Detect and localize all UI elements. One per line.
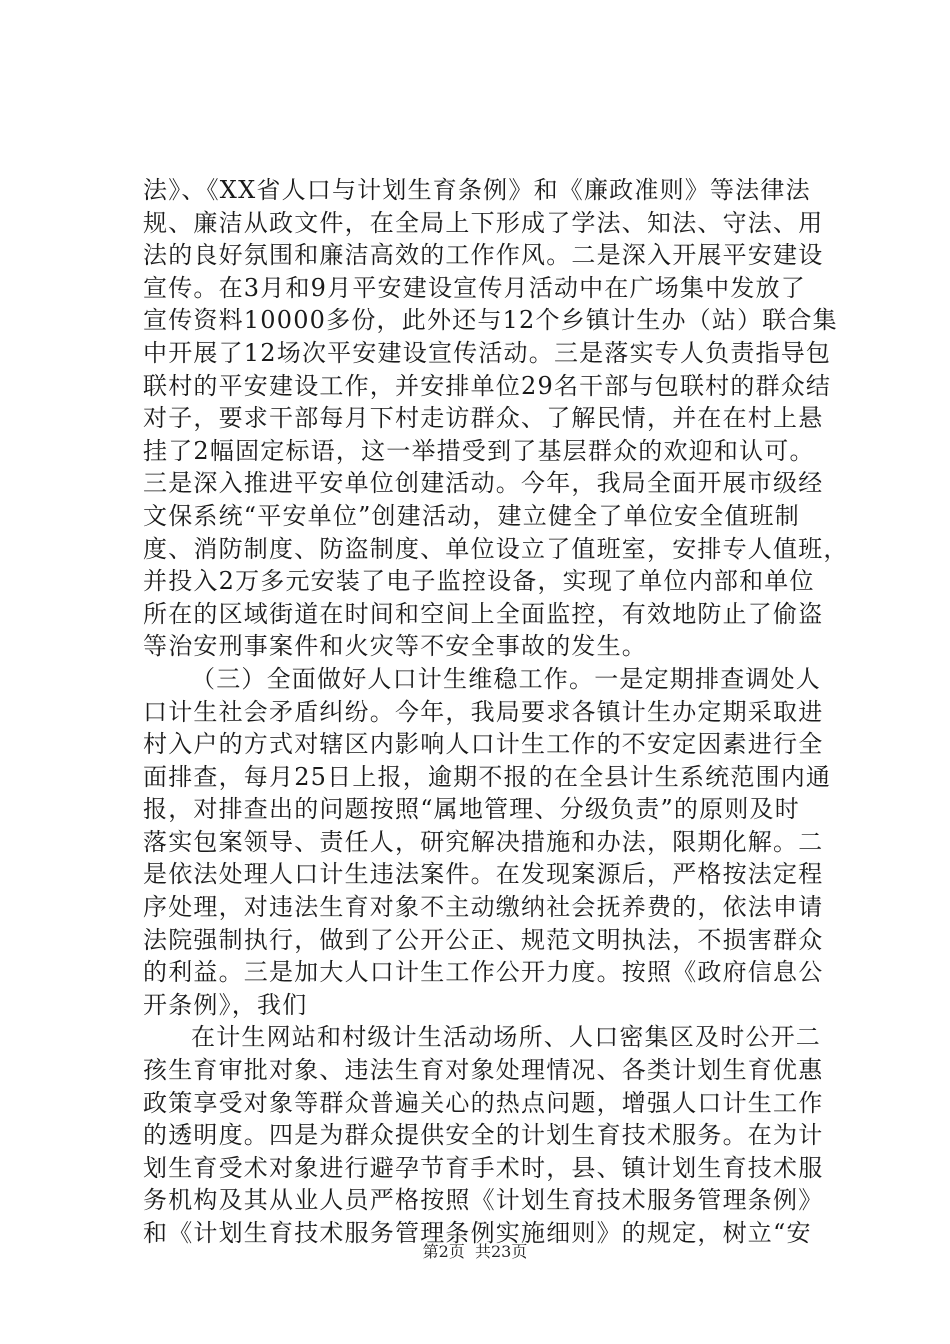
text-line: 孩生育审批对象、违法生育对象处理情况、各类计划生育优惠 [143,1056,824,1085]
text-line: 宣传资料10000多份，此外还与12个乡镇计生办（站）联合集 [143,306,838,335]
text-line: 三是深入推进平安单位创建活动。今年，我局全面开展市级经 [143,469,824,498]
page-footer: 第2页 共23页 [422,1242,528,1261]
text-line: 中开展了12场次平安建设宣传活动。三是落实专人负责指导包 [143,338,832,367]
text-line: 所在的区域街道在时间和空间上全面监控，有效地防止了偷盗 [143,599,824,628]
text-line: 对子，要求干部每月下村走访群众、了解民情，并在在村上悬 [143,404,824,433]
text-line: 并投入2万多元安装了电子监控设备，实现了单位内部和单位 [143,567,815,596]
text-line: 法院强制执行，做到了公开公正、规范文明执法，不损害群众 [143,925,824,954]
text-line: 法的良好氛围和廉洁高效的工作作风。二是深入开展平安建设 [143,241,824,270]
text-line: 序处理，对违法生育对象不主动缴纳社会抚养费的，依法申请 [143,893,824,922]
body-text [143,174,849,1250]
text-line: 文保系统“平安单位”创建活动，建立健全了单位安全值班制 [143,501,800,530]
text-line: 的透明度。四是为群众提供安全的计划生育技术服务。在为计 [143,1121,824,1150]
text-line: 落实包案领导、责任人，研究解决措施和办法，限期化解。二 [143,827,824,856]
text-line: 度、消防制度、防盗制度、单位设立了值班室，安排专人值班， [143,534,849,563]
text-line: 联村的平安建设工作，并安排单位29名干部与包联村的群众结 [143,371,832,400]
paragraph-heading-line: （三）全面做好人口计生维稳工作。一是定期排查调处人 [191,664,821,693]
text-line: 报，对排查出的问题按照“属地管理、分级负责”的原则及时 [143,795,800,824]
text-line: 法》、《XX省人口与计划生育条例》和《廉政准则》等法律法 [143,176,811,204]
text-line: 规、廉洁从政文件，在全局上下形成了学法、知法、守法、用 [143,208,824,237]
text-line: 口计生社会矛盾纠纷。今年，我局要求各镇计生办定期采取进 [143,697,824,726]
paragraph-start-line: 在计生网站和村级计生活动场所、人口密集区及时公开二 [191,1023,821,1052]
text-line: 等治安刑事案件和火灾等不安全事故的发生。 [143,632,647,661]
text-line: 村入户的方式对辖区内影响人口计生工作的不安定因素进行全 [143,730,824,759]
text-line: 政策享受对象等群众普遍关心的热点问题，增强人口计生工作 [143,1088,824,1117]
text-line: 挂了2幅固定标语，这一举措受到了基层群众的欢迎和认可。 [143,436,815,465]
text-line: 和《计划生育技术服务管理条例实施细则》的规定，树立“安 [143,1219,812,1247]
text-line: 面排查，每月25日上报，逾期不报的在全县计生系统范围内通 [143,762,832,791]
text-line: 开条例》，我们 [143,990,308,1019]
text-line: 划生育受术对象进行避孕节育手术时，县、镇计划生育技术服 [143,1153,824,1182]
text-line: 的利益。三是加大人口计生工作公开力度。按照《政府信息公 [143,958,824,987]
text-line: 是依法处理人口计生违法案件。在发现案源后，严格按法定程 [143,860,824,889]
text-line: 务机构及其从业人员严格按照《计划生育技术服务管理条例》 [143,1186,824,1215]
text-line: 宣传。在3月和9月平安建设宣传月活动中在广场集中发放了 [143,273,806,302]
